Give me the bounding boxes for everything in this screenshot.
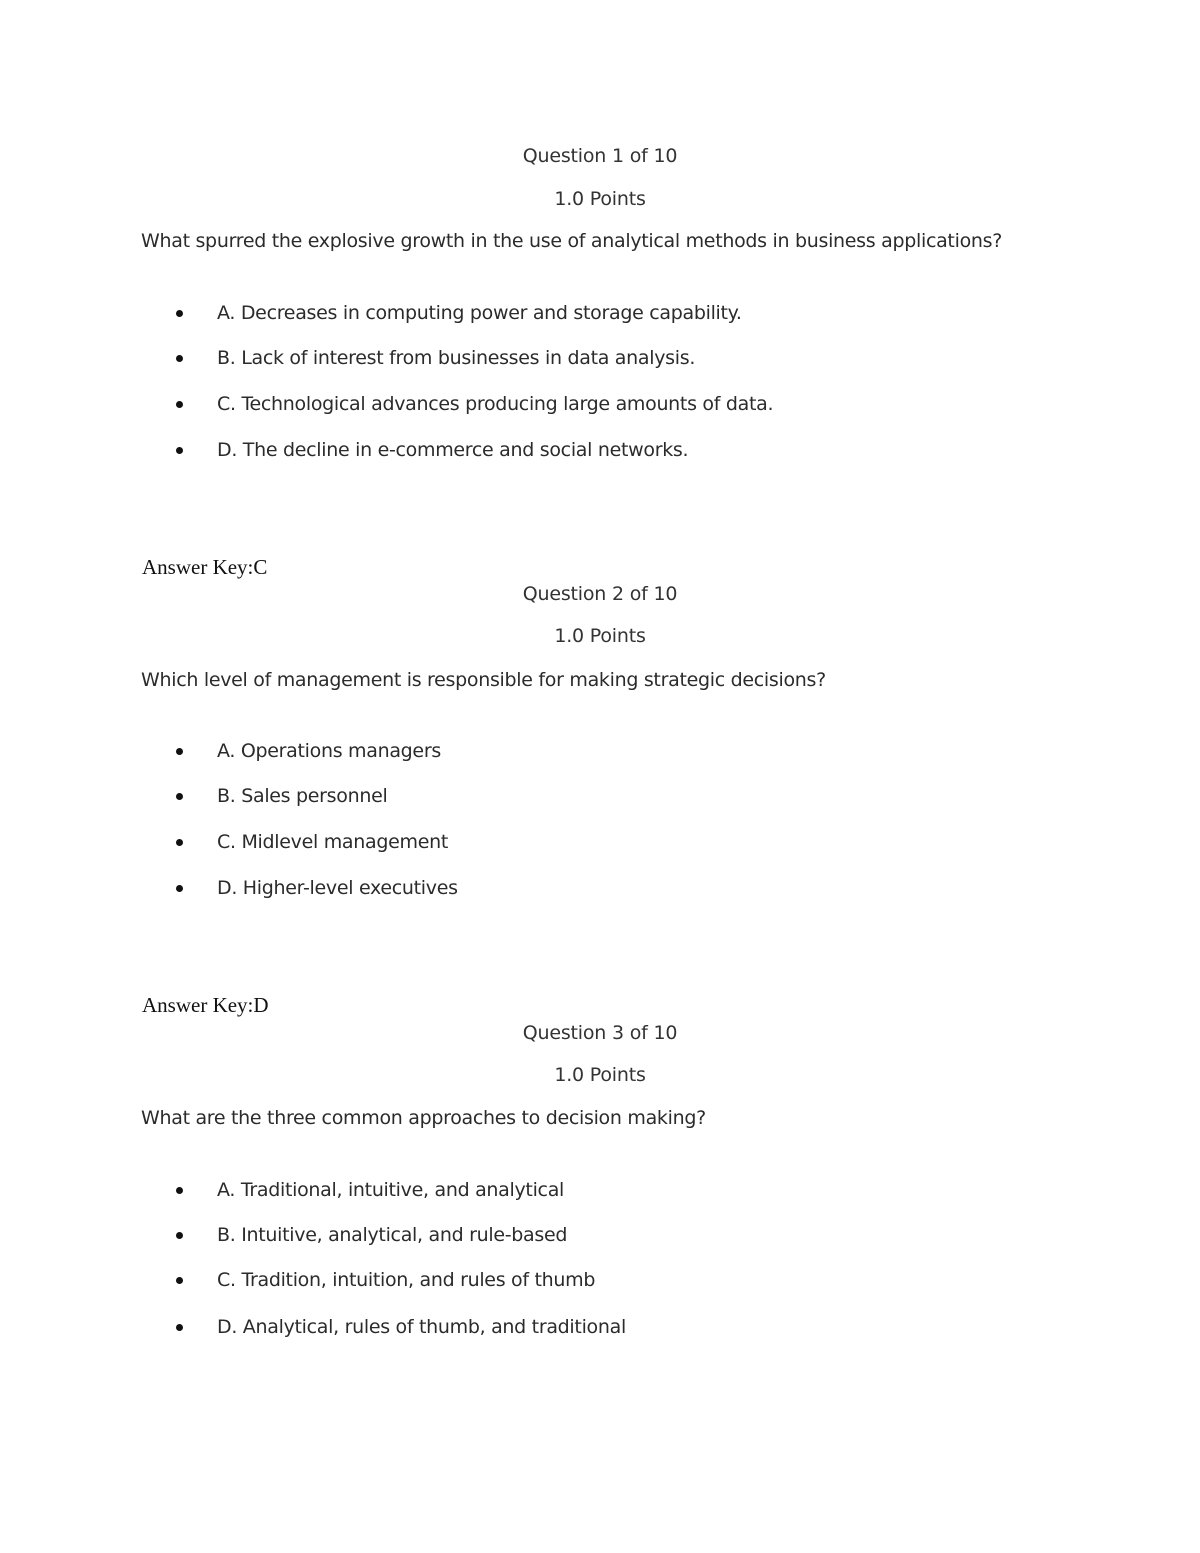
bullet-icon [176,748,183,755]
question-header: Question 3 of 10 [522,1022,678,1044]
question-points: 1.0 Points [554,1064,646,1086]
option-text: C. Technological advances producing large amounts of data. [217,393,774,415]
option-c [0,392,1200,416]
bullet-icon [176,1187,183,1194]
option-text: A. Decreases in computing power and storage capability. [217,302,742,324]
question-header: Question 2 of 10 [522,583,678,605]
option-text: C. Midlevel management [217,831,448,853]
option-text: B. Intuitive, analytical, and rule-based [217,1224,568,1246]
bullet-icon [176,839,183,846]
option-a [0,301,1200,325]
answer-key: Answer Key:C [142,555,268,579]
option-a [0,1178,1200,1202]
option-a [0,739,1200,763]
option-d [0,438,1200,462]
option-text: A. Traditional, intuitive, and analytical [217,1179,565,1201]
question-text: What spurred the explosive growth in the use of analytical methods in business applications? [141,230,1003,252]
bullet-icon [176,355,183,362]
answer-key: Answer Key:D [142,993,269,1017]
option-b [0,1223,1200,1247]
option-text: B. Sales personnel [217,785,388,807]
option-text: D. Analytical, rules of thumb, and traditional [217,1316,626,1338]
question-points: 1.0 Points [554,625,646,647]
bullet-icon [176,310,183,317]
option-text: C. Tradition, intuition, and rules of thumb [217,1269,596,1291]
question-points: 1.0 Points [554,188,646,210]
bullet-icon [176,885,183,892]
question-text: Which level of management is responsible for making strategic decisions? [141,669,826,691]
option-c [0,830,1200,854]
option-text: B. Lack of interest from businesses in data analysis. [217,347,696,369]
option-text: D. The decline in e-commerce and social networks. [217,439,689,461]
bullet-icon [176,1324,183,1331]
option-text: A. Operations managers [217,740,441,762]
option-d [0,1315,1200,1339]
bullet-icon [176,793,183,800]
option-b [0,346,1200,370]
option-text: D. Higher-level executives [217,877,458,899]
bullet-icon [176,1232,183,1239]
question-header: Question 1 of 10 [522,145,678,167]
question-text: What are the three common approaches to decision making? [141,1107,706,1129]
option-b [0,784,1200,808]
option-d [0,876,1200,900]
bullet-icon [176,447,183,454]
bullet-icon [176,1277,183,1284]
bullet-icon [176,401,183,408]
option-c [0,1268,1200,1292]
